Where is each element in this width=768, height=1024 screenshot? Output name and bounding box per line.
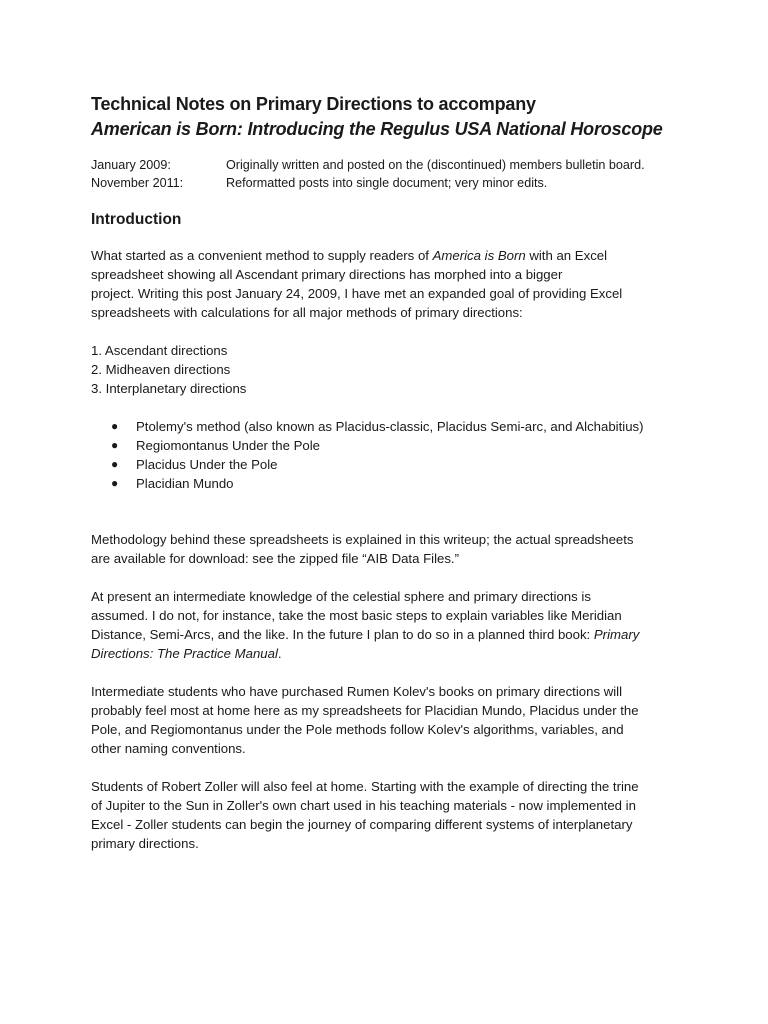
paragraph-methodology (91, 530, 708, 568)
text-run: . (277, 646, 282, 661)
bullet-icon: ● (111, 438, 119, 452)
bullet-text: Regiomontanus Under the Pole (136, 438, 321, 453)
history-row (91, 174, 708, 192)
bullet-icon: ● (111, 419, 119, 433)
revision-history (91, 156, 708, 192)
text-line: of Jupiter to the Sun in Zoller's own chart used in his teaching materials - now implemented in (91, 798, 636, 813)
text-run: with an Excel (525, 248, 608, 263)
text-line: spreadsheet showing all Ascendant primary directions has morphed into a bigger (91, 267, 563, 282)
paragraph-kolev (91, 682, 708, 758)
section-heading-introduction: Introduction (91, 211, 182, 228)
text-line: At present an intermediate knowledge of the celestial sphere and primary directions is (91, 589, 591, 604)
history-row (91, 156, 708, 174)
history-date: January 2009: (91, 158, 171, 172)
book-title: Primary (593, 627, 640, 642)
document-subtitle: American is Born: Introducing the Regulus USA National Horoscope (91, 119, 663, 139)
numbered-item: 3. Interplanetary directions (91, 381, 247, 396)
bullet-icon: ● (111, 457, 119, 471)
history-date: November 2011: (91, 176, 184, 190)
bullet-item (111, 436, 708, 455)
text-run: What started as a convenient method to supply readers of (91, 248, 433, 263)
text-line: probably feel most at home here as my spreadsheets for Placidian Mundo, Placidus under the (91, 703, 639, 718)
bullet-list (91, 417, 708, 493)
numbered-item: 1. Ascendant directions (91, 343, 228, 358)
text-run: Distance, Semi-Arcs, and the like. In the future I plan to do so in a planned third book: (91, 627, 594, 642)
document-title: Technical Notes on Primary Directions to accompany (91, 94, 536, 114)
text-line: Excel - Zoller students can begin the journey of comparing different systems of interplanetary (91, 817, 633, 832)
history-note: Reformatted posts into single document; very minor edits. (226, 176, 548, 190)
paragraph-prerequisites (91, 587, 708, 663)
text-line: other naming conventions. (91, 741, 246, 756)
numbered-list (91, 341, 708, 398)
text-line: Methodology behind these spreadsheets is explained in this writeup; the actual spreadsheets (91, 532, 634, 547)
book-title: America is Born (432, 248, 526, 263)
text-line: Pole, and Regiomontanus under the Pole methods follow Kolev's algorithms, variables, and (91, 722, 624, 737)
bullet-icon: ● (111, 476, 119, 490)
text-line: are available for download: see the zipped file “AIB Data Files.” (91, 551, 459, 566)
text-line: assumed. I do not, for instance, take the most basic steps to explain variables like Meridian (91, 608, 622, 623)
bullet-item (111, 417, 708, 436)
bullet-text: Placidus Under the Pole (136, 457, 278, 472)
numbered-item: 2. Midheaven directions (91, 362, 231, 377)
text-line: Students of Robert Zoller will also feel at home. Starting with the example of directing the trine (91, 779, 639, 794)
book-title: Directions: The Practice Manual (91, 646, 278, 661)
paragraph-zoller (91, 777, 708, 853)
text-line: spreadsheets with calculations for all major methods of primary directions: (91, 305, 523, 320)
history-note: Originally written and posted on the (discontinued) members bulletin board. (226, 158, 645, 172)
bullet-item (111, 455, 708, 474)
bullet-text: Ptolemy's method (also known as Placidus-classic, Placidus Semi-arc, and Alchabitius) (136, 419, 644, 434)
paragraph-intro (91, 246, 708, 322)
bullet-text: Placidian Mundo (136, 476, 234, 491)
text-line: primary directions. (91, 836, 199, 851)
text-line: project. Writing this post January 24, 2009, I have met an expanded goal of providing Excel (91, 286, 623, 301)
text-line: Intermediate students who have purchased Rumen Kolev's books on primary directions will (91, 684, 623, 699)
bullet-item (111, 474, 708, 493)
